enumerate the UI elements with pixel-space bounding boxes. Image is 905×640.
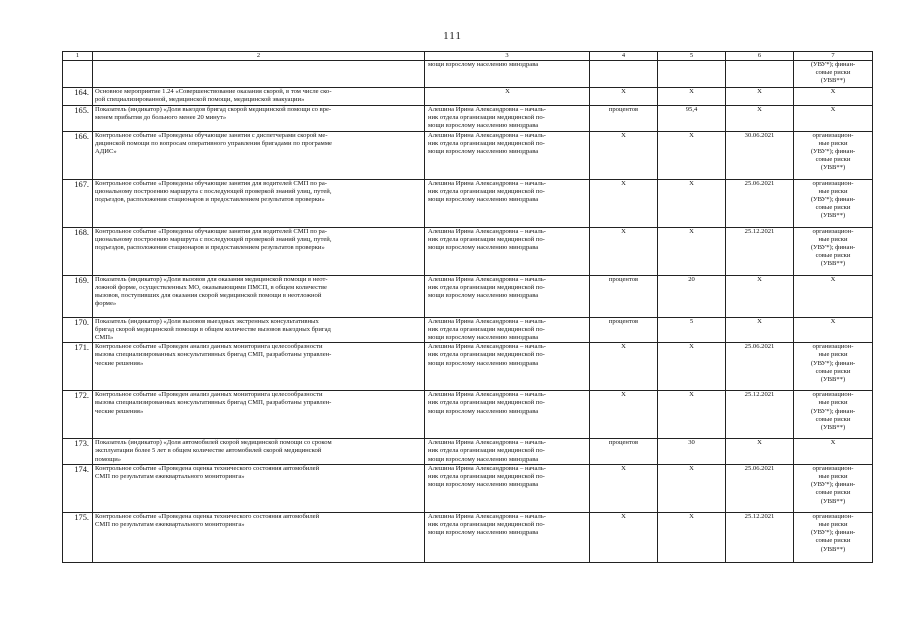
row-responsible: Алешина Ирина Александровна – началь- ник отдела организации медицинской по- мощи взрослому населению минздрава (425, 464, 590, 512)
column-header-row (63, 52, 873, 61)
row-responsible: Алешина Ирина Александровна – началь- ник отдела организации медицинской по- мощи взрослому населению минздрава (425, 343, 590, 391)
row-description: Контрольное событие «Проведена оценка технического состояния автомобилей СМП по результатам ежеквартального мониторинга» (93, 464, 425, 512)
row-description: Контрольное событие «Проведены обучающие занятия для водителей СМП по ра- циональному построению маршрута с последующей проверкой знаний улиц, путей, подъездов, расположения стационаров и предоставлением результатов проверки» (93, 179, 425, 227)
row-deadline: X (726, 88, 794, 106)
row-unit: процентов (590, 439, 658, 465)
table-row (63, 391, 873, 439)
row-deadline: 25.12.2021 (726, 512, 794, 562)
row-unit: X (590, 391, 658, 439)
row-number: 174. (63, 464, 93, 512)
row-value: X (658, 343, 726, 391)
row-deadline: X (726, 439, 794, 465)
table-row (63, 343, 873, 391)
table-row (63, 275, 873, 317)
row-responsible: Алешина Ирина Александровна – началь- ник отдела организации медицинской по- мощи взрослому населению минздрава (425, 439, 590, 465)
table-row (63, 439, 873, 465)
table-row (63, 179, 873, 227)
table-row (63, 106, 873, 132)
column-header: 6 (726, 52, 794, 61)
row-deadline: 25.06.2021 (726, 343, 794, 391)
row-responsible: Алешина Ирина Александровна – началь- ник отдела организации медицинской по- мощи взрослому населению минздрава (425, 131, 590, 179)
plan-table (62, 51, 873, 563)
row-unit: X (590, 464, 658, 512)
row-responsible: Алешина Ирина Александровна – началь- ник отдела организации медицинской по- мощи взрослому населению минздрава (425, 275, 590, 317)
row-deadline: 30.06.2021 (726, 131, 794, 179)
row-responsible: Алешина Ирина Александровна – началь- ник отдела организации медицинской по- мощи взрослому населению минздрава (425, 512, 590, 562)
row-number: 164. (63, 88, 93, 106)
row-number: 173. (63, 439, 93, 465)
row-number: 168. (63, 227, 93, 275)
row-unit: X (590, 227, 658, 275)
row-value: X (658, 464, 726, 512)
row-unit: процентов (590, 275, 658, 317)
row-responsible: мощи взрослому населению минздрава (425, 61, 590, 88)
row-deadline (726, 61, 794, 88)
row-risks: X (794, 88, 873, 106)
row-unit (590, 61, 658, 88)
row-deadline: 25.06.2021 (726, 464, 794, 512)
row-risks: X (794, 317, 873, 343)
row-number: 170. (63, 317, 93, 343)
table-row (63, 88, 873, 106)
row-description: Показатель (индикатор) «Доля вызовов для оказания медицинской помощи в неот- ложной форме, осуществленных МО, оказывающими ПМСП, в общем количестве вызовов, поступивших для оказания скорой медицинской помощи в неотложной форме» (93, 275, 425, 317)
row-risks: X (794, 275, 873, 317)
row-deadline: 25.12.2021 (726, 227, 794, 275)
table-row (63, 131, 873, 179)
row-description: Показатель (индикатор) «Доля выездов бригад скорой медицинской помощи со вре- менем прибытия до больного менее 20 минут» (93, 106, 425, 132)
row-number: 167. (63, 179, 93, 227)
table-body (63, 52, 873, 563)
row-number: 172. (63, 391, 93, 439)
row-value: X (658, 512, 726, 562)
row-description: Контрольное событие «Проведен анализ данных мониторинга целесообразности вызова специализированных консультативных бригад СМП, разработаны управлен- ческие решения» (93, 391, 425, 439)
row-value: X (658, 227, 726, 275)
row-number: 171. (63, 343, 93, 391)
table-row (63, 512, 873, 562)
row-number: 175. (63, 512, 93, 562)
row-value (658, 61, 726, 88)
row-description: Показатель (индикатор) «Доля автомобилей скорой медицинской помощи со сроком эксплуатации более 5 лет в общем количестве автомобилей скорой медицинской помощи» (93, 439, 425, 465)
row-deadline: X (726, 317, 794, 343)
row-number: 165. (63, 106, 93, 132)
row-description: Основное мероприятие 1.24 «Совершенствование оказания скорой, в том числе ско- рой специализированной, медицинской помощи, медицинской эвакуации» (93, 88, 425, 106)
row-risks: организацион- ные риски (УВУ*); финан- совые риски (УВВ**) (794, 227, 873, 275)
row-value: 30 (658, 439, 726, 465)
row-value: 20 (658, 275, 726, 317)
column-header: 1 (63, 52, 93, 61)
row-value: 5 (658, 317, 726, 343)
row-description: Контрольное событие «Проведены обучающие занятия для водителей СМП по ра- циональному построению маршрута с последующей проверкой знаний улиц, путей, подъездов, расположения стационаров и предоставлением результатов проверки» (93, 227, 425, 275)
row-deadline: 25.12.2021 (726, 391, 794, 439)
row-risks: X (794, 439, 873, 465)
row-responsible: Алешина Ирина Александровна – началь- ник отдела организации медицинской по- мощи взрослому населению минздрава (425, 106, 590, 132)
row-risks: организацион- ные риски (УВУ*); финан- совые риски (УВВ**) (794, 464, 873, 512)
row-description (93, 61, 425, 88)
row-unit: процентов (590, 106, 658, 132)
row-deadline: X (726, 275, 794, 317)
row-description: Контрольное событие «Проведена оценка технического состояния автомобилей СМП по результатам ежеквартального мониторинга» (93, 512, 425, 562)
row-risks: организацион- ные риски (УВУ*); финан- совые риски (УВВ**) (794, 391, 873, 439)
row-value: X (658, 179, 726, 227)
row-deadline: X (726, 106, 794, 132)
row-value: X (658, 131, 726, 179)
row-unit: процентов (590, 317, 658, 343)
page-number: 111 (443, 30, 462, 42)
table-row (63, 61, 873, 88)
row-responsible: Алешина Ирина Александровна – началь- ник отдела организации медицинской по- мощи взрослому населению минздрава (425, 317, 590, 343)
row-responsible: Алешина Ирина Александровна – началь- ник отдела организации медицинской по- мощи взрослому населению минздрава (425, 391, 590, 439)
column-header: 7 (794, 52, 873, 61)
table-row (63, 227, 873, 275)
row-unit: X (590, 179, 658, 227)
row-description: Контрольное событие «Проведен анализ данных мониторинга целесообразности вызова специализированных консультативных бригад СМП, разработаны управлен- ческие решения» (93, 343, 425, 391)
table-row (63, 464, 873, 512)
row-risks: X (794, 106, 873, 132)
row-unit: X (590, 343, 658, 391)
column-header: 3 (425, 52, 590, 61)
row-value: X (658, 88, 726, 106)
row-risks: организацион- ные риски (УВУ*); финан- совые риски (УВВ**) (794, 131, 873, 179)
row-number: 169. (63, 275, 93, 317)
row-number: 166. (63, 131, 93, 179)
row-unit: X (590, 88, 658, 106)
row-number (63, 61, 93, 88)
row-unit: X (590, 131, 658, 179)
row-description: Контрольное событие «Проведены обучающие занятия с диспетчерами скорой ме- дицинской помощи по вопросам оперативного управления бригадами по программе АДИС» (93, 131, 425, 179)
column-header: 5 (658, 52, 726, 61)
row-risks: (УВУ*); финан- совые риски (УВВ**) (794, 61, 873, 88)
column-header: 2 (93, 52, 425, 61)
column-header: 4 (590, 52, 658, 61)
row-risks: организацион- ные риски (УВУ*); финан- совые риски (УВВ**) (794, 179, 873, 227)
row-risks: организацион- ные риски (УВУ*); финан- совые риски (УВВ**) (794, 343, 873, 391)
row-value: X (658, 391, 726, 439)
row-description: Показатель (индикатор) «Доля вызовов выездных экстренных консультативных бригад скорой медицинской помощи в общем количестве вызовов выездных бригад СМП» (93, 317, 425, 343)
row-unit: X (590, 512, 658, 562)
row-responsible: Алешина Ирина Александровна – началь- ник отдела организации медицинской по- мощи взрослому населению минздрава (425, 227, 590, 275)
table-row (63, 317, 873, 343)
row-risks: организацион- ные риски (УВУ*); финан- совые риски (УВВ**) (794, 512, 873, 562)
row-value: 95,4 (658, 106, 726, 132)
row-responsible: X (425, 88, 590, 106)
row-responsible: Алешина Ирина Александровна – началь- ник отдела организации медицинской по- мощи взрослому населению минздрава (425, 179, 590, 227)
row-deadline: 25.06.2021 (726, 179, 794, 227)
